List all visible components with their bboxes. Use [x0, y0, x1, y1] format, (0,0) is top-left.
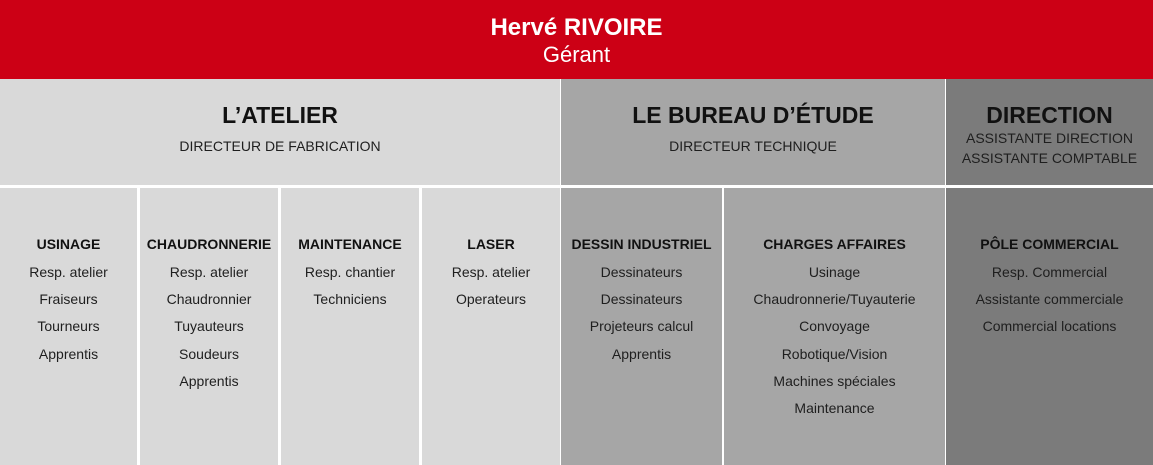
- column-maintenance: [281, 188, 419, 465]
- section-atelier: [0, 79, 560, 185]
- column-item: Resp. atelier: [169, 264, 249, 280]
- column-charges-items: [724, 263, 945, 426]
- column-item: Dessinateurs: [600, 291, 683, 308]
- column-item: Robotique/Vision: [781, 345, 888, 362]
- manager-header: [0, 0, 1153, 79]
- column-chaudronnerie: [140, 188, 278, 465]
- column-item: Tourneurs: [37, 318, 100, 335]
- column-item: Chaudronnerie/Tuyauterie: [753, 291, 916, 308]
- column-item: Dessinateurs: [600, 264, 683, 280]
- column-item: Resp. chantier: [304, 264, 396, 280]
- column-pole-commercial: [946, 188, 1153, 465]
- manager-role: Gérant: [542, 42, 611, 67]
- column-item: Apprentis: [179, 372, 239, 389]
- column-item: Projeteurs calcul: [589, 318, 694, 335]
- column-item: Fraiseurs: [39, 291, 98, 308]
- column-pole-items: [946, 263, 1153, 345]
- column-pole-title: PÔLE COMMERCIAL: [980, 236, 1119, 252]
- column-item: Soudeurs: [179, 345, 239, 362]
- column-laser-items: [422, 263, 560, 317]
- column-dessin-title: DESSIN INDUSTRIEL: [571, 236, 712, 252]
- column-chaudronnerie-items: [140, 263, 278, 399]
- column-item: Convoyage: [799, 318, 870, 335]
- section-bureau-title: LE BUREAU D’ÉTUDE: [632, 102, 874, 128]
- section-direction-subtitle-1: ASSISTANTE DIRECTION: [966, 130, 1133, 146]
- column-item: Assistante commerciale: [975, 291, 1124, 308]
- section-direction-subtitle-2: ASSISTANTE COMPTABLE: [961, 150, 1138, 166]
- section-atelier-subtitle: DIRECTEUR DE FABRICATION: [179, 138, 381, 154]
- column-chaudronnerie-title: CHAUDRONNERIE: [146, 236, 272, 252]
- section-bureau-subtitle: DIRECTEUR TECHNIQUE: [669, 138, 837, 154]
- column-item: Operateurs: [455, 291, 527, 308]
- column-item: Apprentis: [38, 345, 99, 362]
- column-dessin-industriel: [561, 188, 722, 465]
- column-item: Resp. Commercial: [991, 264, 1108, 280]
- section-bureau-etude: [561, 79, 945, 185]
- section-atelier-title: L’ATELIER: [222, 102, 338, 128]
- section-direction-title: DIRECTION: [986, 102, 1113, 128]
- column-item: Chaudronnier: [166, 291, 252, 308]
- column-item: Techniciens: [313, 291, 387, 308]
- column-item: Apprentis: [611, 345, 672, 362]
- column-item: Resp. atelier: [29, 264, 108, 280]
- column-dessin-items: [561, 263, 722, 372]
- manager-name: Hervé RIVOIRE: [490, 14, 663, 41]
- column-item: Machines spéciales: [773, 372, 896, 389]
- column-usinage-items: [0, 263, 137, 372]
- column-laser-title: LASER: [467, 236, 515, 252]
- column-charges-affaires: [724, 188, 945, 465]
- column-item: Commercial locations: [982, 318, 1117, 335]
- column-item: Maintenance: [794, 399, 875, 416]
- section-direction: [946, 79, 1153, 185]
- column-item: Resp. atelier: [451, 264, 531, 280]
- column-laser: [422, 188, 560, 465]
- column-maintenance-items: [281, 263, 419, 317]
- column-charges-title: CHARGES AFFAIRES: [763, 236, 906, 252]
- column-maintenance-title: MAINTENANCE: [298, 236, 402, 252]
- column-item: Usinage: [808, 264, 861, 280]
- column-usinage: [0, 188, 137, 465]
- column-usinage-title: USINAGE: [36, 236, 101, 252]
- column-item: Tuyauteurs: [174, 318, 244, 335]
